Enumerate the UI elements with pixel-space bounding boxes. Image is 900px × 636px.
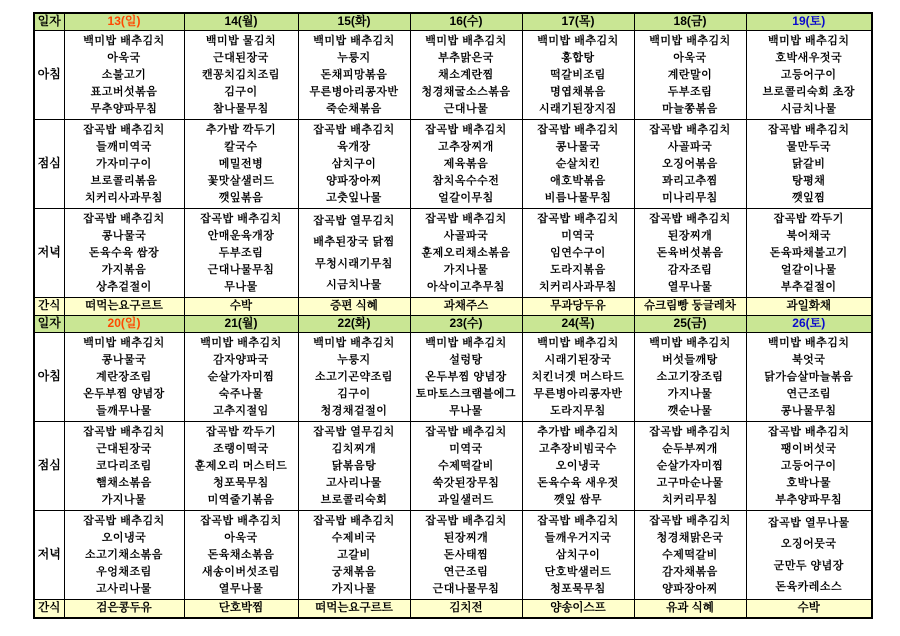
date-row — [34, 316, 872, 333]
menu-line: 잡곡밥 배추김치 — [313, 514, 395, 527]
menu-line: 잡곡밥 배추김치 — [649, 425, 731, 438]
dinner-cell — [184, 511, 298, 600]
snack-cell: 수박 — [184, 298, 298, 316]
menu-line: 얼갈이무침 — [438, 192, 494, 205]
lunch-cell — [298, 120, 410, 209]
menu-line: 잡곡밥 배추김치 — [83, 212, 165, 225]
date-cell: 17(목) — [522, 13, 634, 31]
menu-line: 꽃맛살샐러드 — [207, 175, 275, 188]
menu-line: 백미밥 배추김치 — [649, 336, 731, 349]
menu-line: 추가밥 배추김치 — [537, 425, 619, 438]
menu-line: 메밀전병 — [218, 157, 264, 170]
snack-row — [34, 600, 872, 619]
lunch-cell — [746, 422, 872, 511]
lunch-cell — [522, 120, 634, 209]
menu-line: 청경채굴소스볶음 — [421, 86, 511, 99]
menu-line: 쑥갓된장무침 — [432, 477, 500, 490]
menu-line: 잡곡밥 배추김치 — [83, 514, 165, 527]
menu-line: 백미밥 배추김치 — [537, 34, 619, 47]
menu-line: 토마토스크램블에그 — [415, 388, 517, 401]
breakfast-cell — [410, 333, 522, 422]
menu-line: 아욱국 — [224, 531, 258, 544]
menu-line: 도라지무침 — [550, 405, 606, 418]
breakfast-cell — [522, 31, 634, 120]
date-cell: 19(토) — [746, 13, 872, 31]
menu-line: 가지나물 — [667, 388, 713, 401]
date-row-label: 일자 — [34, 316, 64, 333]
menu-line: 무나물 — [449, 405, 483, 418]
menu-line: 미역국 — [561, 229, 595, 242]
snack-cell: 증편 식혜 — [298, 298, 410, 316]
menu-line: 소불고기 — [101, 68, 147, 81]
menu-line: 콩나물국 — [101, 353, 147, 366]
date-cell: 26(토) — [746, 316, 872, 333]
menu-line: 치커리사과무침 — [85, 192, 163, 205]
menu-line: 탕평채 — [792, 175, 826, 188]
date-cell: 25(금) — [634, 316, 746, 333]
lunch-cell — [64, 120, 184, 209]
dinner-cell — [298, 511, 410, 600]
menu-line: 참나물무침 — [213, 103, 269, 116]
menu-line: 배추된장국 닭찜 — [313, 236, 395, 249]
snack-row — [34, 298, 872, 316]
lunch-row — [34, 120, 872, 209]
menu-line: 감자조림 — [667, 264, 713, 277]
menu-line: 잡곡밥 배추김치 — [425, 212, 507, 225]
menu-line: 청포묵무침 — [550, 583, 606, 596]
menu-line: 잡곡밥 배추김치 — [200, 514, 282, 527]
menu-line: 연근조림 — [786, 388, 831, 401]
breakfast-cell — [64, 333, 184, 422]
dinner-cell — [184, 209, 298, 298]
menu-line: 돈육버섯볶음 — [656, 246, 724, 259]
menu-line: 김치찌개 — [331, 442, 377, 455]
menu-line: 양파장아찌 — [326, 175, 382, 188]
breakfast-cell — [298, 31, 410, 120]
lunch-cell — [522, 422, 634, 511]
breakfast-cell — [410, 31, 522, 120]
menu-line: 부추맑은국 — [438, 51, 494, 64]
lunch-row — [34, 422, 872, 511]
menu-line: 명엽채볶음 — [550, 86, 606, 99]
lunch-cell — [298, 422, 410, 511]
menu-line: 잡곡밥 배추김치 — [649, 514, 731, 527]
menu-line: 부추양파무침 — [775, 494, 843, 507]
lunch-cell — [746, 120, 872, 209]
menu-line: 부추겉절이 — [780, 281, 837, 294]
menu-line: 고사리나물 — [96, 583, 152, 596]
menu-line: 돈사태찜 — [443, 548, 489, 561]
menu-line: 열무나물 — [667, 281, 713, 294]
menu-line: 들깨미역국 — [96, 140, 152, 153]
menu-line: 백미밥 배추김치 — [313, 34, 395, 47]
menu-line: 소고기장조림 — [656, 370, 724, 383]
menu-line: 깻순나물 — [667, 405, 713, 418]
snack-cell: 떠먹는요구르트 — [298, 600, 410, 619]
menu-line: 무른병아리콩자반 — [533, 388, 623, 401]
dinner-cell — [634, 209, 746, 298]
lunch-cell — [410, 120, 522, 209]
dinner-cell — [522, 209, 634, 298]
lunch-cell — [410, 422, 522, 511]
snack-cell: 단호박찜 — [184, 600, 298, 619]
menu-line: 근대된장국 — [213, 51, 269, 64]
menu-line: 된장찌개 — [443, 531, 489, 544]
menu-line: 가지볶음 — [101, 264, 147, 277]
menu-line: 과일샐러드 — [438, 494, 494, 507]
menu-line: 잡곡밥 배추김치 — [649, 212, 731, 225]
menu-line: 백미밥 배추김치 — [425, 34, 507, 47]
menu-line: 잡곡밥 배추김치 — [768, 425, 850, 438]
menu-line: 수제비국 — [331, 531, 377, 544]
menu-line: 잡곡밥 배추김치 — [200, 212, 282, 225]
menu-line: 잡곡밥 열무김치 — [313, 425, 395, 438]
menu-line: 소고기곤약조림 — [315, 370, 393, 383]
menu-line: 돈육파채불고기 — [769, 246, 848, 259]
menu-line: 새송이버섯조림 — [202, 566, 280, 579]
menu-line: 백미밥 배추김치 — [200, 336, 282, 349]
menu-line: 백미밥 배추김치 — [425, 336, 507, 349]
menu-line: 삼치구이 — [331, 157, 377, 170]
menu-line: 미나리무침 — [662, 192, 718, 205]
menu-line: 꽈리고추찜 — [662, 175, 718, 188]
menu-line: 고갈비 — [337, 548, 371, 561]
menu-line: 잡곡밥 열무나물 — [768, 516, 850, 529]
date-cell: 23(수) — [410, 316, 522, 333]
menu-line: 잡곡밥 배추김치 — [649, 123, 731, 136]
menu-line: 연근조림 — [443, 566, 489, 579]
dinner-cell — [746, 209, 872, 298]
menu-line: 가지나물 — [101, 494, 147, 507]
menu-line: 도라지볶음 — [550, 264, 606, 277]
menu-line: 죽순채볶음 — [326, 103, 382, 116]
menu-line: 깻잎볶음 — [218, 192, 264, 205]
dinner-row — [34, 209, 872, 298]
dinner-cell — [522, 511, 634, 600]
menu-line: 비름나물무침 — [544, 192, 612, 205]
menu-line: 백미밥 배추김치 — [649, 34, 731, 47]
snack-cell: 김치전 — [410, 600, 522, 619]
menu-line: 훈제오리 머스터드 — [194, 459, 288, 472]
menu-line: 잡곡밥 배추김치 — [537, 514, 619, 527]
menu-line: 얼갈이나물 — [780, 264, 837, 277]
menu-line: 잡곡밥 배추김치 — [83, 123, 165, 136]
date-cell: 22(화) — [298, 316, 410, 333]
menu-line: 콩나물국 — [555, 140, 601, 153]
snack-cell: 과채주스 — [410, 298, 522, 316]
menu-line: 고등어구이 — [780, 68, 837, 81]
menu-line: 안매운육개장 — [207, 229, 275, 242]
menu-line: 순두부찌개 — [662, 442, 718, 455]
menu-line: 버섯들깨탕 — [662, 353, 718, 366]
breakfast-cell — [298, 333, 410, 422]
menu-line: 돈육채소볶음 — [207, 548, 275, 561]
menu-line: 깻잎찜 — [792, 192, 826, 205]
menu-line: 수제떡갈비 — [662, 548, 718, 561]
menu-line: 김구이 — [337, 388, 371, 401]
menu-line: 근대된장국 — [96, 442, 152, 455]
menu-line: 무추양파무침 — [90, 103, 158, 116]
breakfast-cell — [64, 31, 184, 120]
menu-line: 미역국 — [449, 442, 483, 455]
menu-line: 아욱국 — [107, 51, 141, 64]
menu-line: 오징어뭇국 — [780, 538, 837, 551]
snack-cell: 양송이스프 — [522, 600, 634, 619]
dinner-cell — [746, 511, 872, 600]
menu-line: 고추장찌개 — [438, 140, 494, 153]
menu-line: 채소계란찜 — [438, 68, 494, 81]
menu-line: 들깨무나물 — [96, 405, 152, 418]
menu-line: 오이냉국 — [555, 459, 601, 472]
menu-line: 애호박볶음 — [550, 175, 606, 188]
menu-line: 삼치구이 — [555, 548, 601, 561]
menu-line: 근대나물무침 — [432, 583, 500, 596]
menu-line: 훈제오리채소볶음 — [421, 246, 511, 259]
menu-line: 무나물 — [224, 281, 258, 294]
date-cell: 15(화) — [298, 13, 410, 31]
menu-line: 고사리나물 — [326, 477, 382, 490]
menu-line: 콩나물무침 — [780, 405, 837, 418]
menu-line: 돈육수육 쌈장 — [88, 246, 160, 259]
menu-line: 숙주나물 — [218, 388, 264, 401]
menu-line: 조랭이떡국 — [213, 442, 269, 455]
menu-line: 근대나물 — [443, 103, 489, 116]
breakfast-cell — [634, 333, 746, 422]
menu-line: 잡곡밥 깍두기 — [205, 425, 277, 438]
menu-line: 깻잎 쌈무 — [553, 494, 603, 507]
menu-line: 임연수구이 — [550, 246, 606, 259]
menu-line: 가자미구이 — [96, 157, 152, 170]
menu-line: 무른병아리콩자반 — [309, 86, 399, 99]
menu-line: 호박새우젓국 — [775, 51, 843, 64]
menu-line: 호박나물 — [786, 477, 831, 490]
date-row-label: 일자 — [34, 13, 64, 31]
menu-line: 아욱국 — [673, 51, 707, 64]
menu-line: 떡갈비조림 — [550, 68, 606, 81]
dinner-cell — [298, 209, 410, 298]
menu-line: 추가밥 깍두기 — [205, 123, 277, 136]
dinner-row-label: 저녁 — [34, 209, 64, 298]
date-cell: 20(일) — [64, 316, 184, 333]
snack-row-label: 간식 — [34, 600, 64, 619]
menu-line: 들깨우거지국 — [544, 531, 612, 544]
menu-line: 가지나물 — [331, 583, 377, 596]
snack-cell: 검은콩두유 — [64, 600, 184, 619]
date-cell: 18(금) — [634, 13, 746, 31]
breakfast-row — [34, 333, 872, 422]
snack-cell: 유과 식혜 — [634, 600, 746, 619]
menu-line: 돈채피망볶음 — [320, 68, 388, 81]
menu-line: 닭갈비 — [792, 157, 826, 170]
menu-line: 사골파국 — [443, 229, 489, 242]
menu-line: 치킨너겟 머스타드 — [531, 370, 625, 383]
menu-line: 사골파국 — [667, 140, 713, 153]
menu-line: 시금치나물 — [780, 103, 837, 116]
menu-line: 된장찌개 — [667, 229, 713, 242]
menu-line: 홍합탕 — [561, 51, 595, 64]
menu-line: 소고기채소볶음 — [85, 548, 163, 561]
menu-line: 계란장조림 — [96, 370, 152, 383]
menu-line: 돈육수육 새우젓 — [537, 477, 619, 490]
breakfast-cell — [746, 333, 872, 422]
menu-line: 백미밥 배추김치 — [83, 336, 165, 349]
menu-line: 고추장비빔국수 — [539, 442, 617, 455]
lunch-cell — [64, 422, 184, 511]
menu-line: 육개장 — [337, 140, 371, 153]
menu-line: 북어채국 — [786, 229, 831, 242]
menu-line: 청경채맑은국 — [656, 531, 724, 544]
menu-line: 잡곡밥 열무김치 — [313, 214, 395, 227]
menu-line: 백미밥 배추김치 — [768, 336, 850, 349]
menu-line: 고춧잎나물 — [326, 192, 382, 205]
dinner-row — [34, 511, 872, 600]
menu-line: 아삭이고추무침 — [427, 281, 505, 294]
menu-line: 고구마순나물 — [656, 477, 724, 490]
dinner-cell — [634, 511, 746, 600]
menu-line: 잡곡밥 깍두기 — [773, 212, 844, 225]
menu-line: 우엉채조림 — [96, 566, 152, 579]
date-cell: 14(월) — [184, 13, 298, 31]
lunch-cell — [634, 422, 746, 511]
breakfast-cell — [184, 333, 298, 422]
menu-line: 무청시래기무침 — [315, 257, 393, 270]
menu-line: 시래기된장지짐 — [539, 103, 617, 116]
menu-line: 오징어볶음 — [662, 157, 718, 170]
menu-line: 순살치킨 — [555, 157, 601, 170]
snack-cell: 떠먹는요구르트 — [64, 298, 184, 316]
lunch-row-label: 점심 — [34, 422, 64, 511]
lunch-cell — [184, 422, 298, 511]
menu-line: 누룽지 — [337, 51, 371, 64]
date-row — [34, 13, 872, 31]
menu-line: 코다리조림 — [96, 459, 152, 472]
menu-line: 설렁탕 — [449, 353, 483, 366]
menu-line: 미역줄기볶음 — [207, 494, 275, 507]
menu-line: 백미밥 배추김치 — [768, 34, 850, 47]
menu-line: 근대나물무침 — [207, 264, 275, 277]
menu-line: 칼국수 — [224, 140, 258, 153]
menu-line: 청포묵무침 — [213, 477, 269, 490]
menu-line: 캔꽁치김치조림 — [202, 68, 280, 81]
menu-line: 순살가자미찜 — [656, 459, 724, 472]
menu-line: 백미밥 물김치 — [205, 34, 277, 47]
menu-line: 브로콜리숙회 — [320, 494, 388, 507]
menu-line: 가지나물 — [443, 264, 489, 277]
menu-line: 치커리사과무침 — [539, 281, 617, 294]
dinner-cell — [410, 209, 522, 298]
dinner-cell — [64, 209, 184, 298]
menu-line: 돈육카레소스 — [775, 581, 843, 594]
menu-line: 잡곡밥 배추김치 — [425, 123, 507, 136]
menu-line: 브로콜리숙회 초장 — [762, 86, 856, 99]
snack-cell: 슈크림빵 둥글레차 — [634, 298, 746, 316]
breakfast-cell — [634, 31, 746, 120]
menu-line: 닭가슴살마늘볶음 — [764, 370, 854, 383]
menu-line: 누룽지 — [337, 353, 371, 366]
menu-line: 백미밥 배추김치 — [83, 34, 165, 47]
menu-line: 온두부찜 양념장 — [425, 370, 507, 383]
menu-line: 오이냉국 — [101, 531, 147, 544]
breakfast-cell — [184, 31, 298, 120]
menu-line: 시금치나물 — [326, 279, 382, 292]
menu-line: 두부조림 — [218, 246, 264, 259]
menu-line: 궁채볶음 — [331, 566, 377, 579]
menu-line: 참치옥수수전 — [432, 175, 500, 188]
menu-line: 수제떡갈비 — [438, 459, 494, 472]
menu-line: 감자양파국 — [213, 353, 269, 366]
date-cell: 21(월) — [184, 316, 298, 333]
lunch-row-label: 점심 — [34, 120, 64, 209]
menu-line: 닭볶음탕 — [331, 459, 377, 472]
lunch-cell — [634, 120, 746, 209]
menu-line: 팽이버섯국 — [780, 442, 837, 455]
date-cell: 13(일) — [64, 13, 184, 31]
menu-line: 표고버섯볶음 — [90, 86, 158, 99]
menu-line: 온두부찜 양념장 — [83, 388, 165, 401]
breakfast-row-label: 아침 — [34, 333, 64, 422]
menu-line: 백미밥 배추김치 — [537, 336, 619, 349]
menu-line: 잡곡밥 배추김치 — [537, 123, 619, 136]
menu-line: 잡곡밥 배추김치 — [425, 425, 507, 438]
menu-line: 단호박샐러드 — [544, 566, 612, 579]
menu-line: 제육볶음 — [443, 157, 489, 170]
lunch-cell — [184, 120, 298, 209]
menu-line: 계란말이 — [667, 68, 713, 81]
menu-line: 김구이 — [224, 86, 258, 99]
menu-line: 청경채겉절이 — [320, 405, 388, 418]
menu-line: 잡곡밥 배추김치 — [768, 123, 850, 136]
menu-line: 잡곡밥 배추김치 — [537, 212, 619, 225]
snack-cell: 수박 — [746, 600, 872, 619]
breakfast-cell — [522, 333, 634, 422]
menu-line: 백미밥 배추김치 — [313, 336, 395, 349]
menu-line: 순살가자미찜 — [207, 370, 275, 383]
menu-line: 감자채볶음 — [662, 566, 718, 579]
date-cell: 16(수) — [410, 13, 522, 31]
snack-cell: 무과당두유 — [522, 298, 634, 316]
menu-line: 햄채소볶음 — [96, 477, 152, 490]
menu-line: 두부조림 — [667, 86, 713, 99]
menu-line: 잡곡밥 배추김치 — [83, 425, 165, 438]
menu-line: 열무나물 — [218, 583, 264, 596]
meal-plan-table — [33, 12, 873, 619]
dinner-cell — [410, 511, 522, 600]
menu-line: 잡곡밥 배추김치 — [425, 514, 507, 527]
snack-row-label: 간식 — [34, 298, 64, 316]
date-cell: 24(목) — [522, 316, 634, 333]
menu-line: 콩나물국 — [101, 229, 147, 242]
snack-cell: 과일화채 — [746, 298, 872, 316]
breakfast-cell — [746, 31, 872, 120]
menu-line: 치커리무침 — [662, 494, 718, 507]
menu-line: 브로콜리볶음 — [90, 175, 158, 188]
menu-line: 고추지절임 — [213, 405, 269, 418]
menu-line: 고등어구이 — [780, 459, 837, 472]
menu-line: 물만두국 — [786, 140, 831, 153]
breakfast-row — [34, 31, 872, 120]
menu-line: 상추겉절이 — [96, 281, 152, 294]
menu-line: 시래기된장국 — [544, 353, 612, 366]
menu-line: 군만두 양념장 — [773, 559, 844, 572]
menu-line: 북엇국 — [792, 353, 826, 366]
dinner-row-label: 저녁 — [34, 511, 64, 600]
dinner-cell — [64, 511, 184, 600]
breakfast-row-label: 아침 — [34, 31, 64, 120]
menu-line: 마늘쫑볶음 — [662, 103, 718, 116]
menu-line: 양파장아찌 — [662, 583, 718, 596]
menu-line: 잡곡밥 배추김치 — [313, 123, 395, 136]
